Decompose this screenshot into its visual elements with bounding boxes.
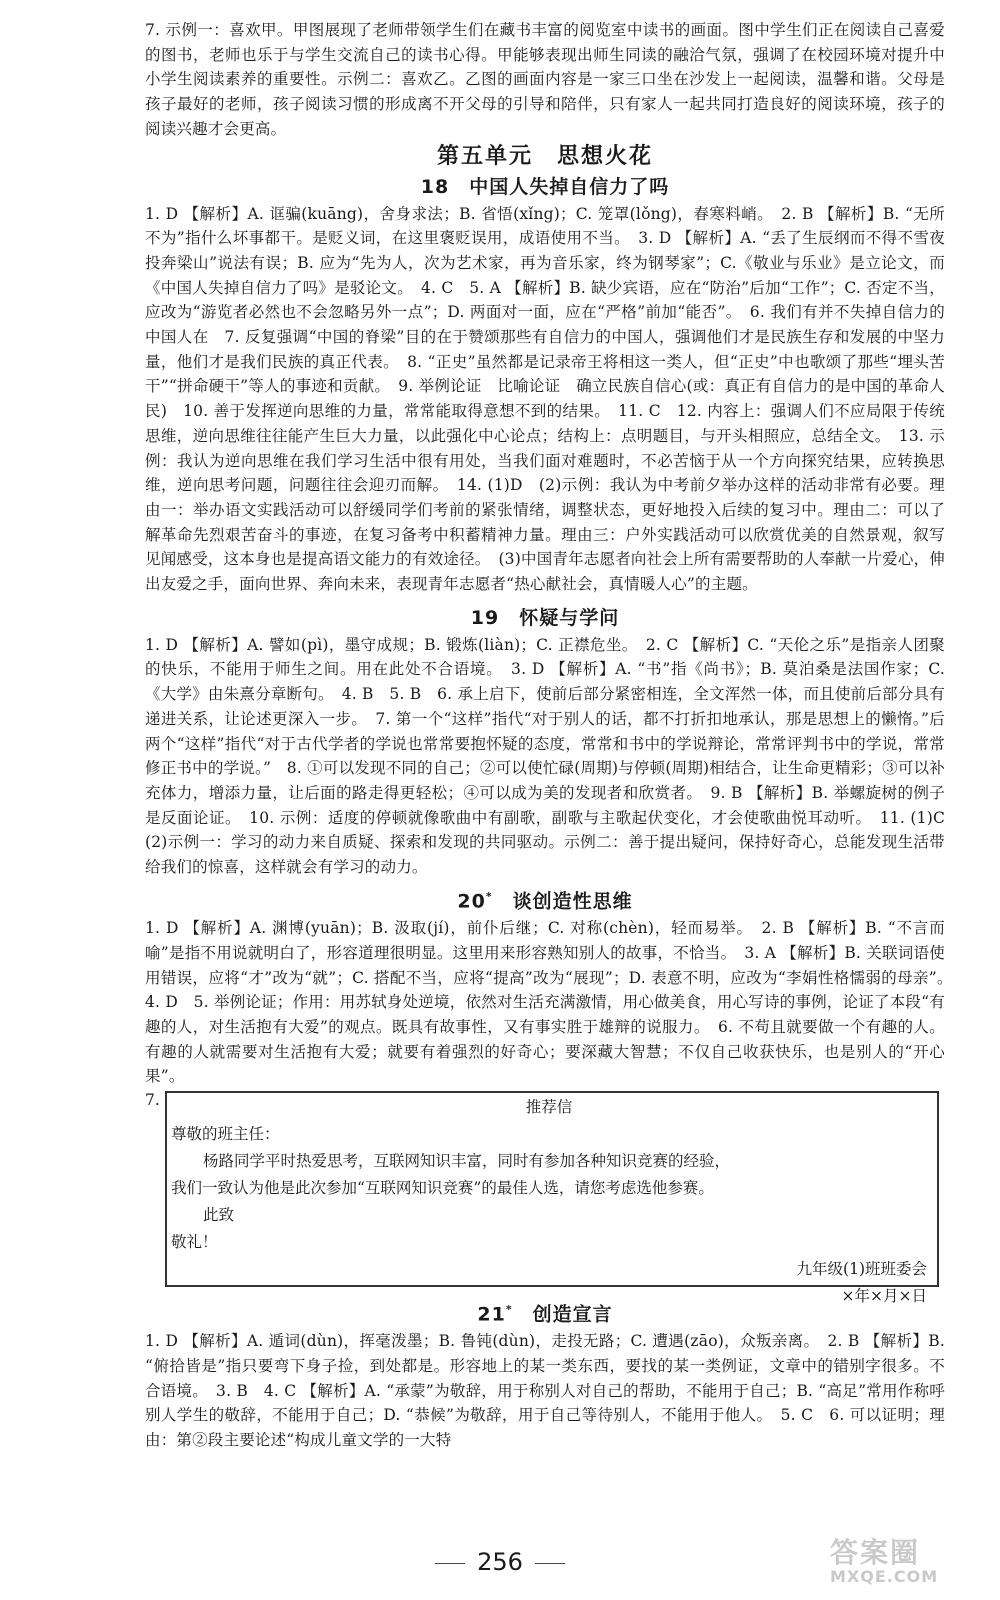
watermark-logo [830,1538,980,1588]
footer-dash-right [535,1563,565,1564]
letter-question-number: 7. [145,1091,160,1110]
section-19-answers: 1. D 【解析】A. 譬如(pì)，墨守成规；B. 锻炼(liàn)；C. 正襟危坐。 2. C 【解析】C. “天伦之乐”是指亲人团聚的快乐，不能用于师生之间。用在此处不合语境。 3. D 【解析】A. “书”指《尚书》；B. 莫泊桑是法国作家；C.《大学》由朱熹分章断句。 4. B 5. B 6. 承上启下，使前后部分紧密相连，全文浑然一体，而且使前后部分具有递进关系，让论述更深入一步。 7. 第一个“这样”指代“对于别人的话，都不打折扣地承认，那是思想上的懒惰。”后两个“这样”指代“对于古代学者的学说也常常要抱怀疑的态度，常常和书中的学说辩论，常常评判书中的学说，常常修正书中的学说。” 8. ①可以发现不同的自己；②可以使忙碌(周期)与停顿(周期)相结合，让生命更精彩；③可以补充体力，增添力量，让后面的路走得更轻松；④可以成为美的发现者和欣赏者。 9. B 【解析】B. 举螺旋树的例子是反面论证。 10. 示例：适度的停顿就像歌曲中有副歌，副歌与主歌起伏变化，才会使歌曲悦耳动听。 11. (1)C (2)示例一：学习的动力来自质疑、探索和发现的共同驱动。示例二：善于提出疑问，保持好奇心，总能发现生活带给我们的惊喜，这样就会有学习的动力。 [145,635,961,877]
letter-date: ×年×月×日 [841,1287,927,1306]
letter-closing-2: 敬礼！ [171,1233,218,1252]
section-21-mark: * [505,1303,513,1317]
section-20-name: 谈创造性思维 [492,890,633,913]
section-20-number: 20 [457,890,486,913]
letter-body-line-2: 我们一致认为他是此次参加“互联网知识竞赛”的最佳人选，请您考虑选他参赛。 [171,1179,714,1198]
section-20-answers: 1. D 【解析】A. 渊博(yuān)；B. 汲取(jí)，前仆后继；C. 对称(chèn)，轻而易举。 2. B 【解析】B. “不言而喻”是指不用说就明白了，形容道理很明显。这里用来形容熟知别人的故事，不恰当。 3. A 【解析】B. 关联词语使用错误，应将“才”改为“就”；C. 搭配不当，应将“提高”改为“展现”；D. 表意不明，应改为“李娟性格懦弱的母亲”。 4. D 5. 举例论证；作用：用苏轼身处逆境，依然对生活充满激情，用心做美食，用心写诗的事例，论证了本段“有趣的人，对生活抱有大爱”的观点。既具有故事性，又有事实胜于雄辩的说服力。 6. 不苟且就要做一个有趣的人。有趣的人就需要对生活抱有大爱；就要有着强烈的好奇心；要深藏大智慧；不仅自己收获快乐，也是别人的“开心果”。 [145,919,961,1086]
letter-greeting: 尊敬的班主任： [171,1125,280,1144]
letter-signature: 九年级(1)班班委会 [796,1260,927,1279]
unit-title: 第五单元 思想火花 [436,143,653,169]
watermark-line-2: MXQE.COM [830,1567,939,1586]
page-number: 256 [477,1548,523,1576]
letter-closing-1: 此致 [203,1206,235,1225]
section-18-title: 18 中国人失掉自信力了吗 [420,175,670,198]
letter-title: 推荐信 [525,1098,573,1117]
answer-page [145,18,961,1453]
recommendation-letter-block [145,1091,945,1306]
footer-dash-left [435,1563,465,1564]
section-20-mark: * [485,889,493,903]
section-18-answers: 1. D 【解析】A. 诓骗(kuāng)，舍身求法；B. 省悟(xǐng)；C. 笼罩(lǒng)，春寒料峭。 2. B 【解析】B. “无所不为”指什么坏事都干。是贬义词，在这里褒贬误用，成语使用不当。 3. D 【解析】A. “丢了生辰纲而不得不雪夜投奔梁山”说法有误；B. 应为“先为人，次为艺术家，再为音乐家，终为钢琴家”；C.《敬业与乐业》是立论文，而《中国人失掉自信力了吗》是驳论文。 4. C 5. A 【解析】B. 缺少宾语，应在“防治”后加“工作”；C. 否定不当，应改为“游览者必然也不会忽略另外一点”；D. 两面对一面，应在“严格”前加“能否”。 6. 我们有并不失掉自信力的中国人在 7. 反复强调“中国的脊梁”目的在于赞颂那些有自信力的中国人，强调他们才是民族生存和发展的中坚力量，他们才是我们民族的真正代表。 8. “正史”虽然都是记录帝王将相这一类人，但“正史”中也歌颂了那些“埋头苦干”“拼命硬干”等人的事迹和贡献。 9. 举例论证 比喻论证 确立民族自信心(或：真正有自信力的是中国的革命人民) 10. 善于发挥逆向思维的力量，常常能取得意想不到的结果。 11. C 12. 内容上：强调人们不应局限于传统思维，逆向思维往往能产生巨大力量，以此强化中心论点；结构上：点明题目，与开头相照应，总结全文。 13. 示例：我认为逆向思维在我们学习生活中很有用处，当我们面对难题时，不必苦恼于从一个方向探究结果，应转换思维，逆向思考问题，问题往往会迎刃而解。 14. (1)D (2)示例：我认为中考前夕举办这样的活动非常有必要。理由一：举办语文实践活动可以舒缓同学们考前的紧张情绪，调整状态，更好地投入后续的复习中。理由二：可以了解革命先烈艰苦奋斗的事迹，在复习备考中积蓄精神力量。理由三：户外实践活动可以欣赏优美的自然景观，叙写见闻感受，这本身也是提高语文能力的有效途径。 (3)中国青年志愿者向社会上所有需要帮助的人奉献一片爱心，伸出友爱之手，面向世界、奔向未来，表现青年志愿者“热心献社会，真情暖人心”的主题。 [145,204,945,594]
watermark-line-1: 答案圈 [830,1536,921,1569]
section-21-answers: 1. D 【解析】A. 遁词(dùn)，挥毫泼墨；B. 鲁钝(dùn)，走投无路；C. 遭遇(zāo)，众叛亲离。 2. B 【解析】B. “俯拾皆是”指只要弯下身子捡，到处都是。形容地上的某一类东西，要找的某一类例证，文章中的错别字很多。不合语境。 3. B 4. C 【解析】A. “承蒙”为敬辞，用于称别人对自己的帮助，不能用于自己；B. “高足”常用作称呼别人学生的敬辞，不能用于自己；D. “恭候”为敬辞，用于自己等待别人，不能用于他人。 5. C 6. 可以证明；理由：第②段主要论述“构成儿童文学的一大特 [145,1332,945,1450]
letter-body-line-1: 杨路同学平时热爱思考，互联网知识丰富，同时有参加各种知识竞赛的经验， [203,1152,731,1171]
section-21-number: 21 [477,1303,506,1326]
section-19-title: 19 怀疑与学问 [470,606,620,629]
answer-paragraph-q7: 7. 示例一：喜欢甲。甲图展现了老师带领学生们在藏书丰富的阅览室中读书的画面。图中学生们正在阅读自己喜爱的图书，老师也乐于与学生交流自己的读书心得。甲能够表现出师生同读的融洽气氛，强调了在校园环境对提升中小学生阅读素养的重要性。示例二：喜欢乙。乙图的画面内容是一家三口坐在沙发上一起阅读，温馨和谐。父母是孩子最好的老师，孩子阅读习惯的形成离不开父母的引导和陪伴，只有家人一起共同打造良好的阅读环境，孩子的阅读兴趣才会更高。 [145,21,945,138]
section-20-title [145,882,945,916]
section-21-name: 创造宣言 [512,1303,613,1326]
recommendation-letter-box [165,1091,939,1306]
